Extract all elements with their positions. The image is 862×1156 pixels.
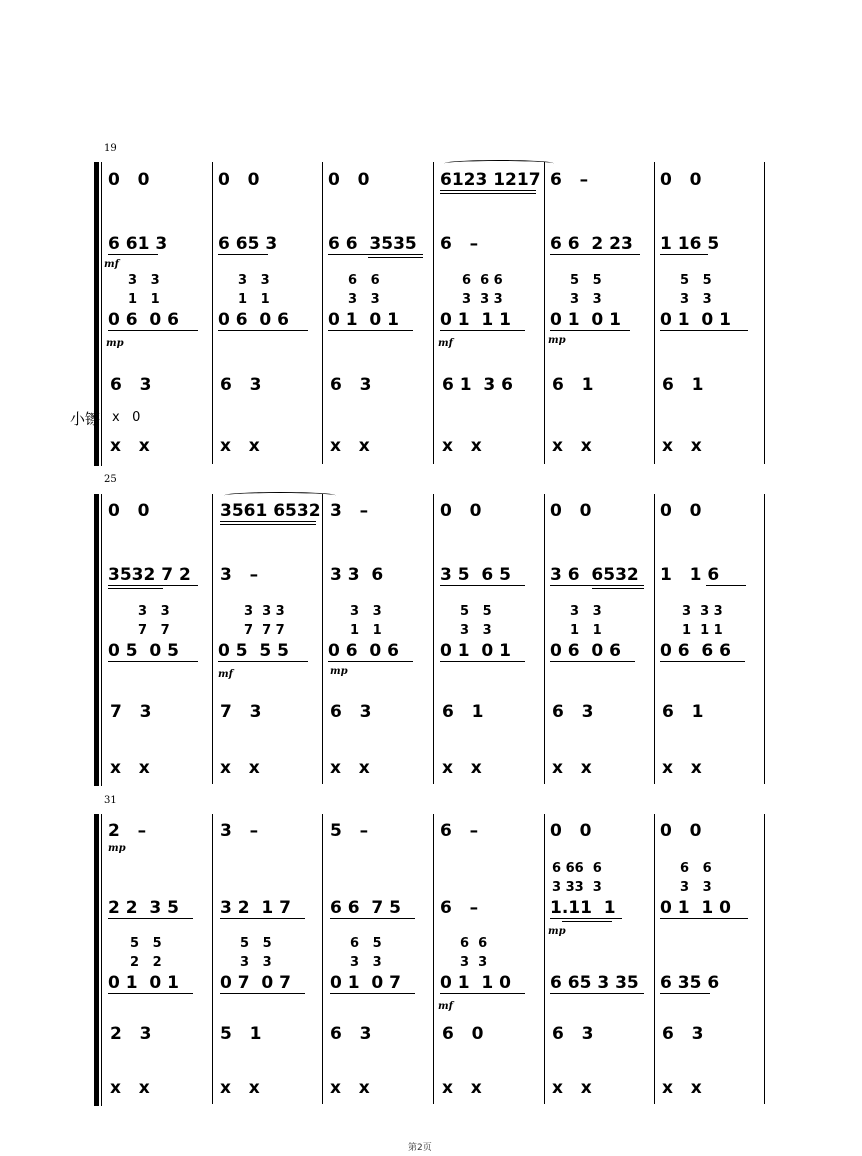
percussion-notes: x x bbox=[662, 758, 702, 778]
beam-underline bbox=[660, 254, 708, 255]
dynamic-marking: mf bbox=[438, 338, 453, 349]
beam-underline bbox=[562, 921, 612, 922]
slur bbox=[224, 492, 336, 499]
chord-mid: 1 1 bbox=[350, 623, 382, 638]
beam-underline bbox=[328, 254, 423, 255]
chord-top: 3 3 bbox=[128, 273, 160, 288]
note-group: 0 0 bbox=[660, 170, 702, 190]
beam-underline bbox=[108, 918, 193, 919]
barline bbox=[212, 162, 213, 464]
beam-underline bbox=[108, 254, 158, 255]
beam-underline bbox=[550, 993, 644, 994]
note-group: 3 3 6 bbox=[330, 565, 384, 585]
note-group: 0 1 0 7 bbox=[330, 973, 401, 993]
dynamic-marking: mp bbox=[330, 666, 348, 677]
barline bbox=[322, 814, 323, 1104]
note-group: 6 6 3535 bbox=[328, 234, 417, 254]
note-group: 6 6 2 23 bbox=[550, 234, 633, 254]
note-group: 0 1 1 0 bbox=[660, 898, 731, 918]
chord-top: 5 5 bbox=[680, 273, 712, 288]
chord-top: 3 3 bbox=[350, 604, 382, 619]
note-group: x 0 bbox=[112, 410, 141, 425]
measure-number: 31 bbox=[104, 795, 117, 806]
chord-top: 3 3 3 bbox=[682, 604, 723, 619]
chord-mid: 3 3 bbox=[350, 955, 382, 970]
note-group: 6 1 3 6 bbox=[442, 375, 513, 395]
beam-underline bbox=[220, 521, 316, 522]
system-bracket-thin bbox=[101, 494, 102, 786]
note-group: 0 1 0 1 bbox=[108, 973, 179, 993]
beam-underline bbox=[440, 193, 536, 194]
chord-mid: 3 3 bbox=[240, 955, 272, 970]
system-bracket-thin bbox=[101, 814, 102, 1106]
chord-top: 6 6 6 bbox=[462, 273, 503, 288]
beam-underline bbox=[220, 918, 305, 919]
note-group: 3 – bbox=[220, 565, 259, 585]
chord-top: 3 3 bbox=[138, 604, 170, 619]
dynamic-marking: mp bbox=[548, 335, 566, 346]
note-group: 6 35 6 bbox=[660, 973, 720, 993]
note-group: 3 – bbox=[220, 821, 259, 841]
beam-underline bbox=[440, 190, 536, 191]
beam-underline bbox=[660, 330, 748, 331]
note-group: 0 0 bbox=[660, 501, 702, 521]
beam-underline bbox=[220, 524, 316, 525]
system-bracket-thin bbox=[101, 162, 102, 466]
percussion-notes: x x bbox=[552, 1078, 592, 1098]
percussion-notes: x x bbox=[220, 758, 260, 778]
beam-underline bbox=[550, 585, 644, 586]
note-group: 6 3 bbox=[330, 702, 372, 722]
percussion-notes: x x bbox=[442, 1078, 482, 1098]
barline bbox=[433, 162, 434, 464]
note-group: 5 – bbox=[330, 821, 369, 841]
beam-underline bbox=[550, 661, 635, 662]
note-group: 2 2 3 5 bbox=[108, 898, 179, 918]
note-group: 0 6 6 6 bbox=[660, 641, 731, 661]
measure-number: 25 bbox=[104, 474, 117, 485]
note-group: 6 – bbox=[440, 234, 479, 254]
note-group: 6 3 bbox=[552, 702, 594, 722]
chord-top: 3 3 bbox=[570, 604, 602, 619]
note-group: 0 0 bbox=[440, 501, 482, 521]
note-group: 6 – bbox=[550, 170, 589, 190]
barline bbox=[654, 814, 655, 1104]
barline bbox=[433, 814, 434, 1104]
dynamic-marking: mp bbox=[106, 338, 124, 349]
note-group: 6 3 bbox=[330, 375, 372, 395]
barline bbox=[433, 494, 434, 784]
note-group: 6 3 bbox=[552, 1024, 594, 1044]
barline bbox=[764, 162, 765, 464]
beam-underline bbox=[592, 588, 644, 589]
note-group: 0 0 bbox=[550, 501, 592, 521]
beam-underline bbox=[330, 918, 415, 919]
note-group: 1.11 1 bbox=[550, 898, 616, 918]
note-group: 1 16 5 bbox=[660, 234, 720, 254]
note-group: 6 65 3 bbox=[218, 234, 278, 254]
note-group: 0 1 0 1 bbox=[440, 641, 511, 661]
beam-underline bbox=[218, 330, 308, 331]
beam-underline bbox=[660, 918, 748, 919]
note-group: 3 – bbox=[330, 501, 369, 521]
note-group: 0 6 0 6 bbox=[108, 310, 179, 330]
note-group: 3 6 6532 bbox=[550, 565, 639, 585]
chord-mid: 1 1 bbox=[128, 292, 160, 307]
instrument-label: 小镲 bbox=[70, 410, 101, 428]
dynamic-marking: mp bbox=[548, 926, 566, 937]
percussion-notes: x x bbox=[110, 436, 150, 456]
percussion-notes: x x bbox=[662, 436, 702, 456]
chord-top: 6 6 bbox=[680, 861, 712, 876]
note-group: 6 1 bbox=[442, 702, 484, 722]
beam-underline bbox=[218, 254, 268, 255]
note-group: 6123 1217 bbox=[440, 170, 541, 190]
note-group: 6 1 bbox=[662, 375, 704, 395]
chord-mid: 1 1 1 bbox=[682, 623, 723, 638]
percussion-notes: x x bbox=[662, 1078, 702, 1098]
note-group: 0 6 0 6 bbox=[218, 310, 289, 330]
dynamic-marking: mf bbox=[218, 669, 233, 680]
percussion-notes: x x bbox=[442, 758, 482, 778]
barline bbox=[322, 494, 323, 784]
percussion-notes: x x bbox=[552, 758, 592, 778]
note-group: 0 0 bbox=[108, 170, 150, 190]
chord-mid: 3 33 3 bbox=[552, 880, 602, 895]
chord-top: 6 6 bbox=[348, 273, 380, 288]
note-group: 7 3 bbox=[110, 702, 152, 722]
note-group: 6 61 3 bbox=[108, 234, 168, 254]
note-group: 0 0 bbox=[108, 501, 150, 521]
barline bbox=[544, 162, 545, 464]
beam-underline bbox=[550, 330, 630, 331]
note-group: 0 0 bbox=[660, 821, 702, 841]
barline bbox=[654, 494, 655, 784]
beam-underline bbox=[328, 661, 413, 662]
percussion-notes: x x bbox=[552, 436, 592, 456]
barline bbox=[544, 494, 545, 784]
system-bracket bbox=[94, 494, 99, 786]
note-group: 0 6 0 6 bbox=[328, 641, 399, 661]
note-group: 6 3 bbox=[662, 1024, 704, 1044]
note-group: 6 3 bbox=[330, 1024, 372, 1044]
chord-top: 3 3 bbox=[238, 273, 270, 288]
chord-mid: 3 3 bbox=[570, 292, 602, 307]
measure-number: 19 bbox=[104, 143, 117, 154]
barline bbox=[764, 814, 765, 1104]
note-group: 3 5 6 5 bbox=[440, 565, 511, 585]
note-group: 0 6 0 6 bbox=[550, 641, 621, 661]
page-footer: 第2页 bbox=[408, 1143, 432, 1153]
system-bracket bbox=[94, 814, 99, 1106]
note-group: 6 1 bbox=[552, 375, 594, 395]
percussion-notes: x x bbox=[110, 758, 150, 778]
chord-mid: 1 1 bbox=[238, 292, 270, 307]
barline bbox=[322, 162, 323, 464]
chord-top: 6 6 bbox=[460, 936, 488, 951]
percussion-notes: x x bbox=[220, 1078, 260, 1098]
beam-underline bbox=[108, 588, 163, 589]
percussion-notes: x x bbox=[330, 758, 370, 778]
note-group: 6 0 bbox=[442, 1024, 484, 1044]
note-group: 5 1 bbox=[220, 1024, 262, 1044]
note-group: 0 7 0 7 bbox=[220, 973, 291, 993]
note-group: 0 5 0 5 bbox=[108, 641, 179, 661]
barline bbox=[212, 814, 213, 1104]
beam-underline bbox=[108, 330, 198, 331]
beam-underline bbox=[660, 993, 710, 994]
chord-top: 3 3 3 bbox=[244, 604, 285, 619]
note-group: 1 1 6 bbox=[660, 565, 720, 585]
percussion-notes: x x bbox=[110, 1078, 150, 1098]
beam-underline bbox=[660, 661, 745, 662]
beam-underline bbox=[440, 661, 525, 662]
beam-underline bbox=[440, 993, 525, 994]
chord-top: 6 5 bbox=[350, 936, 382, 951]
note-group: 0 1 0 1 bbox=[550, 310, 621, 330]
note-group: 7 3 bbox=[220, 702, 262, 722]
beam-underline bbox=[440, 585, 525, 586]
note-group: 0 0 bbox=[218, 170, 260, 190]
chord-top: 5 5 bbox=[570, 273, 602, 288]
note-group: 6 1 bbox=[662, 702, 704, 722]
chord-mid: 7 7 7 bbox=[244, 623, 285, 638]
note-group: 3532 7 2 bbox=[108, 565, 191, 585]
dynamic-marking: mf bbox=[438, 1001, 453, 1012]
beam-underline bbox=[108, 661, 198, 662]
note-group: 0 1 1 1 bbox=[440, 310, 511, 330]
barline bbox=[544, 814, 545, 1104]
chord-mid: 3 3 bbox=[460, 623, 492, 638]
note-group: 6 3 bbox=[110, 375, 152, 395]
dynamic-marking: mp bbox=[108, 843, 126, 854]
percussion-notes: x x bbox=[442, 436, 482, 456]
note-group: 6 3 bbox=[220, 375, 262, 395]
chord-mid: 3 3 bbox=[348, 292, 380, 307]
note-group: 6 65 3 35 bbox=[550, 973, 639, 993]
chord-mid: 2 2 bbox=[130, 955, 162, 970]
note-group: 0 5 5 5 bbox=[218, 641, 289, 661]
note-group: 0 1 0 1 bbox=[660, 310, 731, 330]
note-group: 6 – bbox=[440, 898, 479, 918]
chord-mid: 7 7 bbox=[138, 623, 170, 638]
percussion-notes: x x bbox=[330, 436, 370, 456]
note-group: 2 – bbox=[108, 821, 147, 841]
dynamic-marking: mf bbox=[104, 259, 119, 270]
note-group: 6 – bbox=[440, 821, 479, 841]
note-group: 3 2 1 7 bbox=[220, 898, 291, 918]
beam-underline bbox=[706, 585, 746, 586]
beam-underline bbox=[108, 585, 198, 586]
beam-underline bbox=[220, 993, 305, 994]
note-group: 0 0 bbox=[550, 821, 592, 841]
chord-top: 5 5 bbox=[460, 604, 492, 619]
barline bbox=[764, 494, 765, 784]
beam-underline bbox=[108, 993, 193, 994]
chord-mid: 1 1 bbox=[570, 623, 602, 638]
chord-mid: 3 3 bbox=[460, 955, 488, 970]
beam-underline bbox=[440, 330, 525, 331]
note-group: 0 0 bbox=[328, 170, 370, 190]
beam-underline bbox=[368, 257, 423, 258]
beam-underline bbox=[218, 661, 308, 662]
percussion-notes: x x bbox=[220, 436, 260, 456]
chord-top: 6 66 6 bbox=[552, 861, 602, 876]
slur bbox=[444, 160, 554, 167]
chord-mid: 3 3 bbox=[680, 880, 712, 895]
barline bbox=[212, 494, 213, 784]
beam-underline bbox=[328, 330, 413, 331]
beam-underline bbox=[330, 993, 415, 994]
note-group: 0 1 0 1 bbox=[328, 310, 399, 330]
note-group: 2 3 bbox=[110, 1024, 152, 1044]
barline bbox=[654, 162, 655, 464]
note-group: 0 1 1 0 bbox=[440, 973, 511, 993]
note-group: 3561 6532 bbox=[220, 501, 321, 521]
chord-mid: 3 3 bbox=[680, 292, 712, 307]
beam-underline bbox=[550, 254, 640, 255]
note-group: 6 6 7 5 bbox=[330, 898, 401, 918]
percussion-notes: x x bbox=[330, 1078, 370, 1098]
beam-underline bbox=[550, 918, 622, 919]
chord-mid: 3 3 3 bbox=[462, 292, 503, 307]
chord-top: 5 5 bbox=[240, 936, 272, 951]
chord-top: 5 5 bbox=[130, 936, 162, 951]
